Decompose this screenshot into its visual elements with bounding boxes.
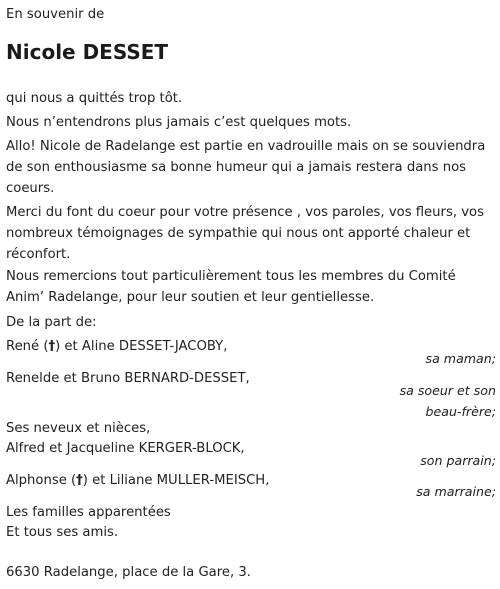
relation-5: sa marraine;: [416, 484, 496, 499]
relation-2-line-1: sa soeur et son: [399, 383, 496, 398]
relation-2: [296, 380, 496, 422]
relation-2-line-2: beau-frère;: [425, 404, 496, 419]
family-line-2: Renelde et Bruno BERNARD-DESSET,: [6, 371, 250, 386]
family-line-5-part-b: ) et Liliane MULLER-MEISCH,: [82, 473, 270, 488]
family-line-5-part-a: Alphonse (: [6, 473, 77, 488]
family-line-4: Alfred et Jacqueline KERGER-BLOCK,: [6, 441, 245, 456]
paragraph-2: Nous n’entendrons plus jamais c’est quelques mots.: [6, 115, 352, 130]
cross-icon: †: [48, 339, 56, 354]
relation-4: son parrain;: [420, 453, 496, 468]
family-line-1-part-b: ) et Aline DESSET-JACOBY,: [55, 339, 228, 354]
cross-icon: †: [76, 473, 83, 488]
intro-text: En souvenir de: [6, 7, 105, 22]
deceased-name: Nicole DESSET: [6, 40, 169, 64]
family-line-7: Et tous ses amis.: [6, 525, 119, 540]
paragraph-5: Nous remercions tout particulièrement tous les membres du Comité Anim’ Radelange, pour leur soutien et leur gentiellesse.: [6, 269, 456, 305]
paragraph-4: Merci du font du coeur pour votre présence , vos paroles, vos fleurs, vos nombreux témoignages de sympathie qui nous ont apporté chaleur et réconfort.: [6, 205, 484, 262]
family-line-5: [6, 470, 269, 491]
paragraph-1: qui nous a quittés trop tôt.: [6, 91, 183, 106]
family-line-1-part-a: René (: [6, 339, 49, 354]
family-line-3: Ses neveux et nièces,: [6, 421, 151, 436]
relation-1: sa maman;: [425, 351, 496, 366]
paragraph-3: Allo! Nicole de Radelange est partie en vadrouille mais on se souviendra de son enthousiasme sa bonne humeur qui a jamais restera dans nos coeurs.: [6, 139, 486, 196]
address: 6630 Radelange, place de la Gare, 3.: [6, 565, 251, 580]
family-line-6: Les familles apparentées: [6, 505, 171, 520]
family-line-1: [6, 336, 227, 357]
family-lead: De la part de:: [6, 315, 97, 330]
